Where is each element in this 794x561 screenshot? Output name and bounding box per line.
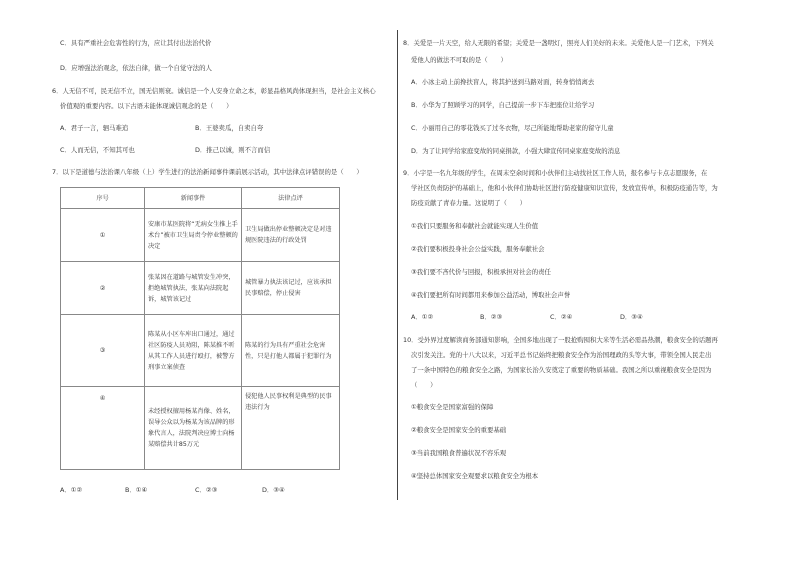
event-text: 张某因在道路与城管发生冲突，拒绝城管执法，张某向法院起诉，城管该记过 bbox=[148, 273, 235, 303]
q10-item-2: ②粮食安全是国家安全的重要基础 bbox=[411, 426, 507, 434]
row-number: ③ bbox=[61, 315, 145, 387]
q9-item-4: ④我们要把所有时间都用来参加公益活动，博取社会声誉 bbox=[411, 291, 571, 299]
event-text: 陈某从小区车库出口通过，通过社区防疫人员劝阻，陈某推不听从其工作人员进行殴打，被警方刑事立案侦查 bbox=[148, 330, 235, 371]
header-event: 新闻事件 bbox=[145, 188, 242, 209]
row-event bbox=[145, 262, 242, 315]
table-row bbox=[61, 209, 340, 262]
q7-stem: 7．以下是道德与法治课八年级（上）学生进行的法治新闻事件课前展示活动，其中法律点评错误的是（ ） bbox=[52, 168, 363, 176]
q6-stem-line-2: 价值观的重要内容。以下古语未能体现诚信观念的是（ ） bbox=[60, 102, 233, 110]
q9-option-c: C．②④ bbox=[550, 313, 573, 321]
q10-stem-line-1: 10．受外界过度解读商务部通知影响，全国多地出现了一股抢购囤积大米等生活必需品热潮，粮食安全的话题再 bbox=[403, 336, 718, 344]
q9-item-3: ③我们要不吝代价与回报，积极承担对社会的责任 bbox=[411, 268, 551, 276]
q9-option-d: D．③④ bbox=[620, 313, 643, 321]
q9-option-b: B．②③ bbox=[480, 313, 503, 321]
header-number: 序号 bbox=[61, 188, 145, 209]
q8-stem-line-2: 爱他人的做法不可取的是（ ） bbox=[411, 56, 507, 64]
q10-item-4: ④坚持总体国家安全观要求以粮食安全为根本 bbox=[411, 472, 539, 480]
q5-option-d: D．应增强法治观念，依法自律，做一个自觉守法的人 bbox=[60, 64, 212, 72]
q7-option-b: B．①④ bbox=[125, 486, 148, 494]
comment-text: 侵犯他人民事权利是典型的民事违法行为 bbox=[245, 393, 332, 411]
table-header-row bbox=[61, 188, 340, 209]
q10-stem-line-4: （ ） bbox=[411, 381, 437, 389]
q6-stem-line-1: 6．人无信不可，民无信不立，国无信则衰。诚信是一个人安身立命之本，彰显品格风尚体现担当，是社会主义核心 bbox=[52, 87, 376, 95]
row-number: ② bbox=[61, 262, 145, 315]
q9-stem-line-2: 学社区负责防护的基础上，他和小伙伴们协助社区进行防疫健康知识宣传，发放宣传单，积极防疫通告等，为 bbox=[411, 184, 718, 192]
q9-item-1: ①我们只要服务和奉献社会就能实现人生价值 bbox=[411, 222, 539, 230]
q7-option-a: A．①② bbox=[60, 486, 83, 494]
q10-item-3: ③当前我国粮食普遍状况不容乐观 bbox=[411, 449, 507, 457]
column-divider bbox=[397, 30, 398, 500]
row-comment bbox=[242, 262, 340, 315]
event-text: 未经授权擅用杨某肖像、姓名，误导公众以为杨某为该品牌的形象代言人，法院判决应博士向杨某赔偿共计85万元 bbox=[148, 408, 235, 448]
table-row bbox=[61, 315, 340, 387]
q8-option-c: C．小丽用自己的零花钱买了过冬衣物，尽己所能地帮助老家的留守儿童 bbox=[411, 124, 614, 132]
row-comment bbox=[242, 209, 340, 262]
q7-option-c: C．②③ bbox=[195, 486, 218, 494]
q5-option-c: C．具有严重社会危害性的行为，应让其付出法治代价 bbox=[60, 39, 212, 47]
q8-option-d: D．为了让同学给家庭变故的同桌捐款，小强大肆宣传同桌家庭变故的消息 bbox=[411, 147, 621, 155]
q9-stem-line-1: 9．小宇是一名九年级的学生，在周末空余时间和小伙伴们主动找社区工作人员，报名参与卡点志愿服务，在 bbox=[403, 169, 708, 177]
q9-stem-line-3: 防疫贡献了青春力量。这说明了（ ） bbox=[411, 199, 527, 207]
comment-text: 卫生局做出停业整顿决定是对违规医院违法的行政处罚 bbox=[245, 226, 332, 244]
q8-option-b: B．小华为了照顾学习的同学，自己提前一步下车把座位让给学习 bbox=[411, 101, 595, 109]
table-row bbox=[61, 262, 340, 315]
row-number: ④ bbox=[61, 387, 145, 470]
q7-table bbox=[60, 187, 340, 470]
q6-option-a: A．君子一言，驷马难追 bbox=[60, 124, 129, 132]
q10-stem-line-3: 了一条中国特色的粮食安全之路，为国家长治久安奠定了重要的物质基础。我国之所以重视粮食安全是因为 bbox=[411, 366, 712, 374]
table-row bbox=[61, 387, 340, 470]
row-comment bbox=[242, 387, 340, 470]
header-comment: 法律点评 bbox=[242, 188, 340, 209]
q6-option-b: B．王婆卖瓜，自卖自夸 bbox=[195, 124, 264, 132]
event-text: 安康市某医院将“无病女生推上手术台”被市卫生局责令停业整顿的决定 bbox=[148, 220, 238, 250]
row-event bbox=[145, 315, 242, 387]
comment-text: 城管暴力执法该记过，应该承担民事赔偿，停止侵害 bbox=[245, 279, 332, 297]
row-event bbox=[145, 387, 242, 470]
q9-option-a: A．①② bbox=[411, 313, 434, 321]
row-number: ① bbox=[61, 209, 145, 262]
q9-item-2: ②我们要积极投身社会公益实践，服务奉献社会 bbox=[411, 245, 545, 253]
q10-item-1: ①粮食安全是国家富强的保障 bbox=[411, 403, 494, 411]
q6-option-d: D．推己以诚，则不言而信 bbox=[195, 146, 271, 154]
q6-option-c: C．人而无信，不知其可也 bbox=[60, 146, 135, 154]
comment-text: 陈某的行为具有严重社会危害性，只是打他人都属于犯罪行为 bbox=[245, 341, 332, 360]
row-event bbox=[145, 209, 242, 262]
row-comment bbox=[242, 315, 340, 387]
q8-stem-line-1: 8．关爱是一片天空，给人无限的希望；关爱是一盏明灯，照亮人们美好的未来。关爱他人是一门艺术，下列关 bbox=[403, 39, 714, 47]
q7-option-d: D．③④ bbox=[262, 486, 285, 494]
q10-stem-line-2: 次引发关注。党的十八大以来，习近平总书记始终把粮食安全作为治国理政的头等大事，带领全国人民走出 bbox=[411, 351, 712, 359]
q8-option-a: A．小冰主动上前搀扶盲人，将其护送到马路对面，转身悄悄离去 bbox=[411, 78, 595, 86]
